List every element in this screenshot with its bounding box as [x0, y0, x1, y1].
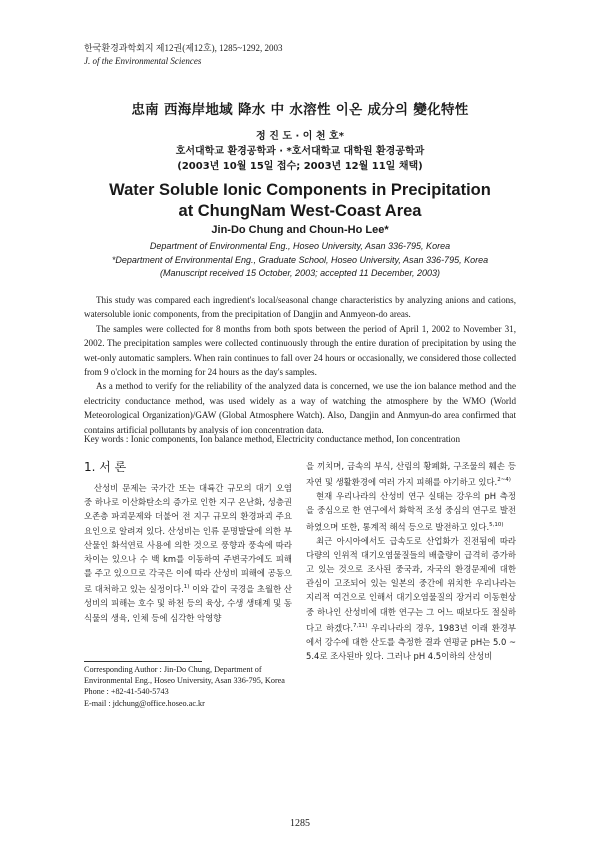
intro-text-3: 최근 아시아에서도 급속도로 산업화가 진전됨에 따라 다량의 인위적 대기오염물질들의 배출량이 급격히 증가하고 있는 것으로 조사된 중국과, 자국의 환경문제에 대한 관심이 고조되어 있는 일본의 중간에 위치한 우리나라는 지리적 여건으로 인해서 대기오염물질의 장거리 이동현상중 하나인 산성비에 대한 연구는 그 어느 때보다도 절실하다고 하겠다.	[306, 535, 516, 633]
intro-text-1: 산성비 문제는 국가간 또는 대륙간 규모의 대기 오염 중 하나로 이산화탄소의 증가로 인한 지구 온난화, 성층권 오존층 파괴문제와 더불어 전 지구 규모의 환경파괴 주요 요인으로 알려져 있다. 산성비는 인류 문명발달에 의한 부산물인 화석연료 사용에 의한 것으로 풍향과 풍속에 따라 차이는 있으나 수 백 km를 이동하여 주변국가에도 피해를 주고 있으므로 각국은 이에 따라 산성비 피해에 공동으로 대처하고 있는 실정이다.	[84, 483, 292, 595]
email: E-mail : jdchung@office.hoseo.ac.kr	[84, 698, 205, 708]
intro-paragraph-3	[306, 534, 516, 664]
corresponding-author: Corresponding Author : Jin-Do Chung, Department of Environmental Eng., Hoseo University, Asan 336-795, Korea	[84, 665, 285, 686]
korean-received-dates: (2003년 10월 15일 접수; 2003년 12월 11일 채택)	[177, 161, 423, 172]
intro-text-cont: 을 끼치며, 금속의 부식, 산림의 황폐화, 구조물의 훼손 등 자연 및 생활환경에 여러 가지 피해를 야기하고 있다.	[306, 461, 516, 487]
abstract	[84, 293, 516, 437]
journal-en-line: J. of the Environmental Sciences	[84, 56, 202, 66]
abstract-paragraph-3: As a method to verify for the reliability of the analyzed data is concerned, we use the ion balance method and the electricity conductance method, was used widely as a way of watching the atmosphere by the WMO (World Meteorological Organization)/GAW (Global Atmosphere Watch). Also, Dangjin and Anmyun-do area confirmed that contains artificial pollutants by analysis of ion concentration data.	[84, 381, 516, 435]
keywords: Key words : Ionic components, Ion balance method, Electricity conductance method, Ion concentration	[84, 434, 461, 444]
page-number: 1285	[290, 818, 310, 829]
korean-authors: 정 진 도 · 이 천 호*	[256, 131, 344, 142]
english-title-line-1: Water Soluble Ionic Components in Precipitation	[109, 181, 491, 199]
intro-text-1-tail: 이와 같이 국경을 초월한 산성비의 피해는 호수 및 하천 등의 육상, 수생 생태계 및 동식물의 생육, 인체 등에 심각한 악영향	[84, 584, 292, 623]
intro-paragraph-1	[84, 481, 292, 625]
right-column	[306, 459, 516, 663]
citation-ref: 1)	[183, 584, 190, 591]
intro-paragraph-2	[306, 489, 516, 533]
english-title-line-2: at ChungNam West-Coast Area	[178, 202, 422, 220]
left-column	[84, 458, 292, 625]
footnote-divider	[84, 661, 202, 662]
english-affiliation-1: Department of Environmental Eng., Hoseo University, Asan 336-795, Korea	[149, 241, 451, 251]
phone: Phone : +82-41-540-5743	[84, 687, 169, 697]
section-heading-introduction: 1. 서 론	[84, 460, 127, 474]
intro-paragraph-cont	[306, 459, 516, 489]
english-affiliation-2: *Department of Environmental Eng., Graduate School, Hoseo University, Asan 336-795, Korea	[111, 254, 489, 265]
abstract-paragraph-1: This study was compared each ingredient's local/seasonal change characteristics by analyzing anions and cations, watersoluble ionic components, from the precipitation of Dangjin and Anmyeon-do areas.	[84, 295, 516, 320]
left-column-body	[84, 481, 292, 625]
english-authors: Jin-Do Chung and Choun-Ho Lee*	[211, 224, 389, 236]
journal-header	[84, 42, 282, 68]
corresponding-author-footnote	[84, 664, 292, 709]
korean-title: 忠南 西海岸地域 降水 中 水溶性 이온 成分의 變化特性	[131, 102, 469, 118]
citation-ref: 5,10)	[489, 521, 504, 528]
abstract-paragraph-2: The samples were collected for 8 months from both spots between the period of April 1, 2002 to November 31, 2002. The precipitation samples were collected continuously through the entire duration of precipitation by using the wet-only automatic samplers. When rain continues to fall over 24 hours or occasionally, we considered those collected from 9 o'clock in the morning for 24 hours as the day's samples.	[84, 323, 516, 378]
right-column-body	[306, 459, 516, 663]
english-received-dates: (Manuscript received 15 October, 2003; accepted 11 December, 2003)	[160, 268, 440, 278]
english-title	[0, 180, 600, 222]
citation-ref: 7,11)	[353, 622, 368, 629]
citation-ref: 2~4)	[497, 477, 511, 484]
journal-ko-line: 한국환경과학회지 제12권(제12호), 1285~1292, 2003	[84, 43, 283, 53]
english-affiliation	[0, 240, 600, 281]
korean-affiliation: 호서대학교 환경공학과 · *호서대학교 대학원 환경공학과	[175, 146, 425, 157]
intro-text-3-tail: 우리나라의 경우, 1983년 이래 환경부에서 강수에 대한 산도를 측정한 결과 연평균 pH는 5.0 ~ 5.4로 조사된바 있다. 그러나 pH 4.5이하의 산성비	[306, 622, 516, 662]
intro-text-2: 현재 우리나라의 산성비 연구 실태는 강우의 pH 측정을 중심으로 한 연구에서 화학적 조성 중심의 연구로 발전하였으며 또한, 통계적 해석 등으로 발전하고 있다.	[306, 491, 516, 532]
